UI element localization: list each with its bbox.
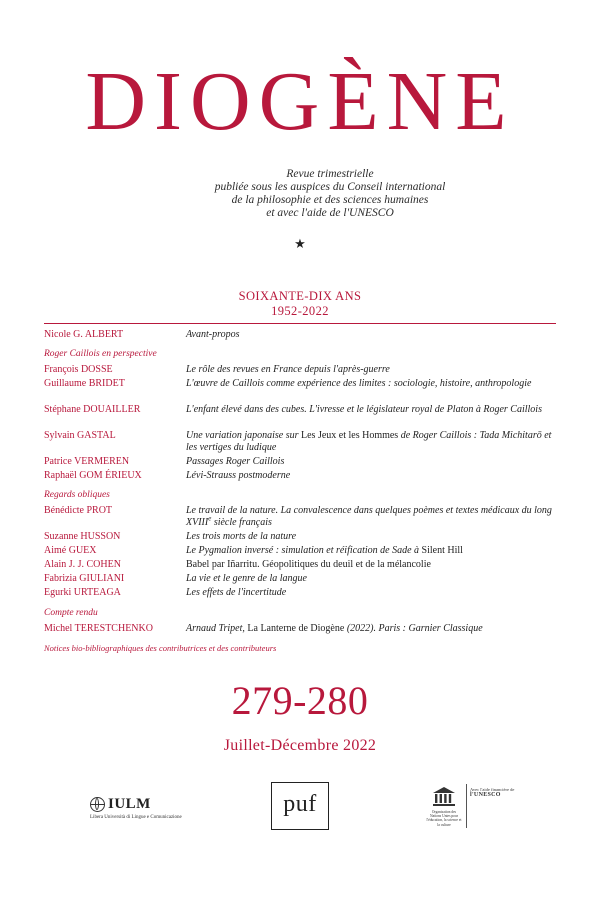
toc-title <box>186 545 556 557</box>
toc-author: Guillaume BRIDET <box>44 378 125 389</box>
toc-author: Egurki URTEAGA <box>44 587 121 598</box>
section-heading: Regards obliques <box>44 490 110 500</box>
toc-title: Les trois morts de la nature <box>186 531 297 542</box>
toc-author: Suzanne HUSSON <box>44 531 121 542</box>
subtitle-line: publiée sous les auspices du Conseil international <box>214 181 446 193</box>
toc-author: Patrice VERMEREN <box>44 456 130 467</box>
toc-title-part: Le travail de la nature. La convalescence dans quelques poèmes et textes médicaux du long XVIII <box>186 505 552 528</box>
puf-name: puf <box>283 790 317 817</box>
divider <box>44 323 556 324</box>
section-heading: Roger Caillois en perspective <box>44 349 157 359</box>
subtitle-line: et avec l'aide de l'UNESCO <box>266 207 394 219</box>
divider <box>466 784 467 828</box>
toc-title-part: Babel <box>186 559 210 570</box>
toc-title-part: Silent Hill <box>421 545 463 556</box>
unesco-label <box>470 787 540 798</box>
toc-title: La vie et le genre de la langue <box>186 573 307 584</box>
star-ornament-icon: ★ <box>294 236 306 251</box>
toc-title-part: de Roger Caillois : Tada Michitarō et les vertiges du ludique <box>186 430 552 453</box>
toc-author: Stéphane DOUAILLER <box>44 404 141 415</box>
toc-title <box>186 505 556 528</box>
toc-author: Alain J. J. COHEN <box>44 559 121 570</box>
toc-author: Raphaël GOM ÉRIEUX <box>44 470 142 481</box>
toc-author: Sylvain GASTAL <box>44 430 116 441</box>
toc-title <box>186 430 556 453</box>
unesco-org-name: Organisation des Nations Unies pour l'éducation, la science et la culture <box>426 810 462 827</box>
iulm-logo <box>90 796 200 828</box>
temple-icon <box>432 786 456 808</box>
iulm-tagline: Libera Università di Lingue e Comunicazione <box>90 815 182 820</box>
journal-subtitle <box>200 168 460 220</box>
toc-title-part: par Iñarritu. Géopolitiques du deuil et de la mélancolie <box>209 559 431 570</box>
toc-title-part: Les Jeux et les Hommes <box>301 430 399 441</box>
journal-title: DIOGÈNE <box>85 55 515 148</box>
toc-title: Le rôle des revues en France depuis l'après-guerre <box>186 364 390 375</box>
toc-title-part: Le Pygmalion inversé : simulation et réification de Sade à <box>186 545 422 556</box>
toc-title: Passages Roger Caillois <box>186 456 285 467</box>
issue-date: Juillet-Décembre 2022 <box>223 737 377 754</box>
unesco-logo <box>426 782 536 830</box>
toc-title: Lévi-Strauss postmoderne <box>186 470 291 481</box>
toc-author: Fabrizia GIULIANI <box>44 573 125 584</box>
theme-title: SOIXANTE-DIX ANS <box>238 289 362 303</box>
toc-title: L'œuvre de Caillois comme expérience des limites : sociologie, histoire, anthropologie <box>186 378 532 389</box>
toc-author: Aimé GUEX <box>44 545 97 556</box>
toc-author: Bénédicte PROT <box>44 505 113 516</box>
unesco-label-line: Avec l'aide financière de <box>470 787 515 792</box>
toc-author: François DOSSE <box>44 364 113 375</box>
subtitle-line: Revue trimestrielle <box>286 168 374 180</box>
contributors-notice: Notices bio-bibliographiques des contributrices et des contributeurs <box>44 643 277 653</box>
issue-theme <box>0 289 600 319</box>
toc-author: Nicole G. ALBERT <box>44 329 124 340</box>
toc-title: Avant-propos <box>186 329 240 340</box>
toc-title-part: Arnaud Tripet, <box>186 623 248 634</box>
iulm-name: IULM <box>108 796 151 812</box>
toc-title <box>186 559 556 571</box>
toc-title <box>186 623 556 635</box>
subtitle-line: de la philosophie et des sciences humaines <box>231 194 429 206</box>
toc-title-part: Une variation japonaise sur <box>186 430 301 441</box>
unesco-label-line: l'UNESCO <box>470 791 501 798</box>
toc-title: L'enfant élevé dans des cubes. L'ivresse et le législateur royal de Platon à Roger Caillois <box>186 404 542 415</box>
toc-title-part: La Lanterne de Diogène <box>247 623 345 634</box>
toc-title-part: siècle français <box>211 516 272 528</box>
toc-author: Michel TERESTCHENKO <box>44 623 153 634</box>
toc-title-part: e <box>208 514 212 523</box>
toc-title: Les effets de l'incertitude <box>186 587 287 598</box>
globe-icon <box>90 797 105 812</box>
issue-number: 279-280 <box>231 678 369 723</box>
theme-years: 1952-2022 <box>271 304 329 318</box>
puf-logo <box>271 782 329 830</box>
toc-title-part: (2022). Paris : Garnier Classique <box>344 623 483 634</box>
section-heading: Compte rendu <box>44 608 98 618</box>
